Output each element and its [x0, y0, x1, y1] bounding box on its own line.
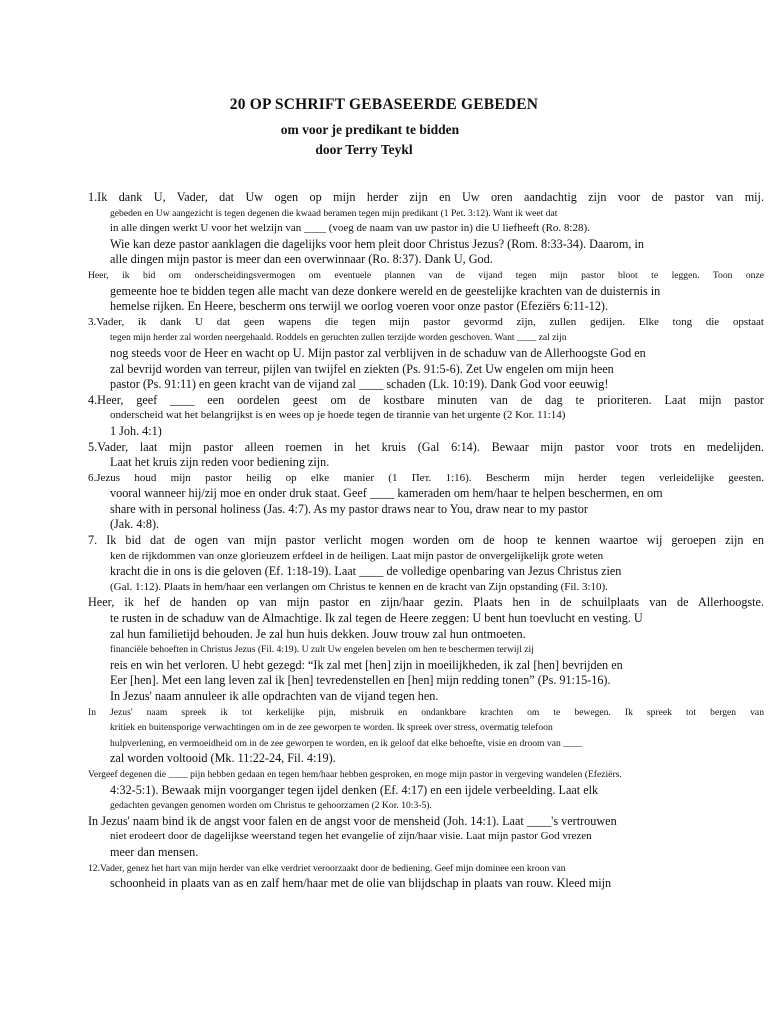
text-line: zal hun familietijd behouden. Je zal hun huis dekken. Jouw trouw zal hun ontmoeten.	[110, 626, 526, 641]
text-line: share with in personal holiness (Jas. 4:7). As my pastor draws near to You, draw near to my pastor	[110, 501, 588, 516]
text-line: tegen mijn herder zal worden neergehaald. Roddels en geruchten zullen terzijde worden geschoven. Want ____ zal zijn	[110, 332, 567, 344]
text-line: gemeente hoe te bidden tegen alle macht van deze donkere wereld en de geestelijke krachten van de duisternis in	[110, 283, 661, 298]
text-line: Wie kan deze pastor aanklagen die dagelijks voor hem pleit door Christus Jezus? (Rom. 8:33-34). Daarom, in	[110, 236, 644, 251]
text-line: te rusten in de schaduw van de Almachtige. Ik zal tegen de Heere zeggen: U bent hun toevlucht en vesting. U	[110, 611, 643, 626]
document-title: 20 OP SCHRIFT GEBASEERDE GEBEDEN	[229, 96, 539, 113]
text-line: schoonheid in plaats van as en zalf hem/haar met de olie van blijdschap in plaats van rouw. Kleed mijn	[110, 876, 612, 891]
text-line: hulpverlening, en vermoeidheid om in de zee geworpen te worden, en ik geloof dat elke behoefte, visie en droom van ____	[110, 737, 583, 749]
text-line: hemelse rijken. En Heere, bescherm ons terwijl we oorlog voeren voor onze pastor (Efeziërs 6:11-12).	[110, 299, 609, 314]
text-line: In Jezus' naam annuleer ik alle opdrachten van de vijand tegen hen.	[110, 689, 439, 703]
text-line: 4:32-5:1). Bewaak mijn voorganger tegen ijdel denken (Ef. 4:17) en een ijdele verbeelding. Laat elk	[110, 782, 599, 797]
text-line: ken de rijkdommen van onze glorieuzem erfdeel in de heiligen. Laat mijn pastor de onvergelijkelijk grote weten	[110, 549, 604, 562]
text-line: in alle dingen werkt U voor het welzijn van ____ (voeg de naam van uw pastor in) die U liefheeft (Ro. 8:28).	[110, 222, 590, 235]
text-line: In Jezus' naam bind ik de angst voor falen en de angst voor de mensheid (Joh. 14:1). Laat ____'s vertrouwen	[88, 813, 617, 828]
text-line: 4.Heer, geef ____ een oordelen geest om de kostbare minuten van de dag te prioriteren. Laat mijn pastor	[88, 392, 764, 407]
text-line: alle dingen mijn pastor is meer dan een overwinnaar (Ro. 8:37). Dank U, God.	[110, 252, 493, 267]
text-line: (Jak. 4:8).	[110, 517, 160, 532]
text-line: 7. Ik bid dat de ogen van mijn pastor verlicht mogen worden om de hoop te kennen waartoe wij geroepen zijn en	[88, 533, 764, 548]
document-subtitle: om voor je predikant te bidden	[280, 122, 460, 137]
text-line: 5.Vader, laat mijn pastor alleen roemen in het kruis (Gal 6:14). Bewaar mijn pastor voor trots en medelijden.	[88, 439, 764, 454]
text-line: onderscheid wat het belangrijkst is en wees op je hoede tegen de tirannie van het urgente (2 Kor. 11:14)	[110, 409, 566, 422]
text-line: 3.Vader, ik dank U dat geen wapens die tegen mijn pastor gevormd zijn, zullen gedijen. Elke tong die opstaat	[88, 315, 764, 328]
text-line: zal bevrijd worden van terreur, pijlen van twijfel en ziekten (Ps. 91:5-6). Zet Uw engelen om mijn heen	[110, 361, 614, 376]
text-line: kritiek en buitensporige verwachtingen om in de zee geworpen te worden. Ik spreek over stress, overmatig telefoon	[110, 722, 553, 734]
text-line: zal worden voltooid (Mk. 11:22-24, Fil. 4:19).	[110, 751, 336, 766]
text-line: 1.Ik dank U, Vader, dat Uw ogen op mijn herder zijn en Uw oren aandachtig zijn voor de pastor van mij.	[88, 190, 764, 204]
text-line: niet erodeert door de dagelijkse weerstand tegen het evangelie of zijn/haar visie. Laat mijn pastor God vrezen	[110, 830, 592, 843]
prayer-list	[88, 190, 764, 892]
text-line: pastor (Ps. 91:11) en geen kracht van de vijand zal ____ schaden (Lk. 10:19). Dank God voor eeuwig!	[110, 377, 609, 392]
text-line: financiële behoeften in Christus Jezus (Fil. 4:19). U zult Uw engelen bevelen om hen te beschermen terwijl zij	[110, 644, 534, 656]
text-line: gebeden en Uw aangezicht is tegen degenen die kwaad beramen tegen mijn predikant (1 Pet. 3:12). Want ik weet dat	[110, 207, 558, 219]
text-line: 1 Joh. 4:1)	[110, 423, 162, 438]
text-line: 6.Jezus houd mijn pastor heilig op elke manier (1 Пет. 1:16). Bescherm mijn herder tegen verleidelijke geesten.	[88, 471, 764, 484]
text-line: Vergeef degenen die ____ pijn hebben gedaan en tegen hem/haar hebben gesproken, en moge mijn pastor in vergeving wandelen (Efeziërs.	[88, 768, 622, 780]
text-line: Laat het kruis zijn reden voor bediening zijn.	[110, 455, 330, 470]
text-line: nog steeds voor de Heer en wacht op U. Mijn pastor zal verblijven in de schaduw van de Allerhoogste God en	[110, 345, 646, 360]
text-line: Eer [hen]. Met een lang leven zal ik [hen] tevredenstellen en [hen] mijn redding tonen” (Ps. 91:15-16).	[110, 673, 611, 688]
text-line: In Jezus' naam spreek ik tot kerkelijke pijn, misbruik en ondankbare krachten om te bewegen. Ik spreek tot bergen van	[88, 706, 764, 718]
text-line: vooral wanneer hij/zij moe en onder druk staat. Geef ____ kameraden om hem/haar te helpen beschermen, en om	[110, 486, 663, 501]
text-line: kracht die in ons is die geloven (Ef. 1:18-19). Laat ____ de volledige openbaring van Jezus Christus zien	[110, 564, 622, 579]
text-line: (Gal. 1:12). Plaats in hem/haar een verlangen om Christus te kennen en de kracht van Zijn opstanding (Fil. 3:10).	[110, 580, 608, 593]
text-line: gedachten gevangen genomen worden om Christus te gehoorzamen (2 Kor. 10:3-5).	[110, 800, 432, 812]
text-line: meer dan mensen.	[110, 844, 199, 859]
text-line: 12.Vader, genez het hart van mijn herder van elke verdriet veroorzaakt door de bediening. Geef mijn dominee een kroon van	[88, 862, 566, 874]
document-author: door Terry Teykl	[315, 142, 413, 157]
text-line: reis en win het verloren. U hebt gezegd: “Ik zal met [hen] zijn in moeilijkheden, ik zal [hen] bevrijden en	[110, 657, 623, 672]
text-line: Heer, ik bid om onderscheidingsvermogen om eventuele plannen van de vijand tegen mijn pastor bloot te leggen. Toon onze	[88, 269, 764, 281]
text-line: Heer, ik hef de handen op van mijn pastor en zijn/haar gezin. Plaats hen in de schuilplaats van de Allerhoogste.	[88, 595, 764, 610]
